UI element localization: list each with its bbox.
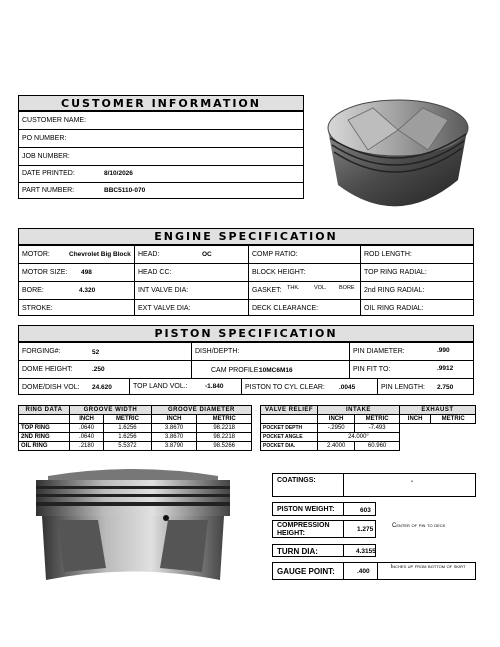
ring-name: 2ND RING xyxy=(19,433,70,442)
dome-height-label: DOME HEIGHT: xyxy=(22,366,73,373)
motor-size-label: MOTOR SIZE: xyxy=(22,269,68,276)
date-printed-label: DATE PRINTED: xyxy=(22,170,75,177)
gauge-point-note: Inches up from bottom of skirt xyxy=(390,564,466,570)
gd-metric: 98.5266 xyxy=(197,442,252,451)
gd-metric-subheader: METRIC xyxy=(197,415,252,424)
turn-dia-label: TURN DIA: xyxy=(277,547,318,556)
piston-cyl-label: PISTON TO CYL CLEAR: xyxy=(245,384,325,391)
gw-inch: .0640 xyxy=(70,424,104,433)
date-printed-row xyxy=(19,165,303,182)
part-number-label: PART NUMBER: xyxy=(22,187,75,194)
piston-weight-box xyxy=(272,502,376,516)
gd-inch: 3.8670 xyxy=(151,424,197,433)
job-number-label: JOB NUMBER: xyxy=(22,153,70,160)
engine-row-4 xyxy=(19,299,473,316)
pocket-angle-label: POCKET ANGLE xyxy=(261,433,318,442)
gw-inch-subheader: INCH xyxy=(70,415,104,424)
part-number-row xyxy=(19,182,303,199)
forging-value: 52 xyxy=(92,349,100,356)
pin-diameter-label: PIN DIAMETER: xyxy=(353,348,405,355)
turn-dia-box xyxy=(272,544,376,557)
gd-metric: 98.2218 xyxy=(197,433,252,442)
exhaust-header: EXHAUST xyxy=(399,406,475,415)
valve-relief-header: VALVE RELIEF xyxy=(261,406,318,415)
cam-profile-value: 10MC6M16 xyxy=(259,367,293,374)
coatings-box xyxy=(272,473,476,497)
piston-cyl-value: .0045 xyxy=(339,384,356,391)
motor-label: MOTOR: xyxy=(22,251,50,258)
ring-name: TOP RING xyxy=(19,424,70,433)
head-value: OC xyxy=(202,251,212,258)
gauge-point-box xyxy=(272,562,476,580)
top-land-value: -1.840 xyxy=(205,383,224,390)
po-number-row xyxy=(19,129,303,147)
table-row xyxy=(261,424,476,433)
comp-ratio-label: COMP RATIO: xyxy=(252,251,298,258)
piston-row-1 xyxy=(19,342,473,360)
engine-spec-section xyxy=(18,228,474,316)
coatings-value: - xyxy=(411,478,414,485)
gasket-thk: THK. xyxy=(287,285,300,291)
head-cc-label: HEAD CC: xyxy=(138,269,172,276)
intake-header: INTAKE xyxy=(318,406,400,415)
dome-dish-vol-value: 24.620 xyxy=(92,384,112,391)
piston-row-2 xyxy=(19,360,473,378)
part-number-value: BBC5110-070 xyxy=(104,187,146,194)
pocket-dia-label: POCKET DIA. xyxy=(261,442,318,451)
bore-value: 4.320 xyxy=(79,287,96,294)
top-land-label: TOP LAND VOL.: xyxy=(133,383,188,390)
ext-valve-label: EXT VALVE DIA: xyxy=(138,305,191,312)
ring-data-table xyxy=(18,405,252,451)
exhaust-metric-subheader: METRIC xyxy=(431,415,476,424)
table-row xyxy=(261,433,476,442)
valve-relief-table xyxy=(260,405,476,451)
compression-height-value: 1.275 xyxy=(357,526,374,533)
job-number-row xyxy=(19,147,303,165)
pocket-angle-value: 24.000° xyxy=(318,433,400,442)
piston-weight-value: 603 xyxy=(360,507,371,514)
table-row xyxy=(19,424,252,433)
engine-row-1 xyxy=(19,245,473,263)
dome-height-value: .250 xyxy=(92,366,105,373)
ring-data-header: RING DATA xyxy=(19,406,70,415)
gasket-label: GASKET: xyxy=(252,287,282,294)
table-row xyxy=(19,433,252,442)
gasket-bore: BORE xyxy=(339,285,355,291)
coatings-label: COATINGS: xyxy=(277,477,316,484)
pin-length-value: 2.750 xyxy=(437,384,454,391)
gd-inch-subheader: INCH xyxy=(151,415,197,424)
gw-metric-subheader: METRIC xyxy=(104,415,152,424)
piston-spec-section xyxy=(18,325,474,395)
bore-label: BORE: xyxy=(22,287,44,294)
gd-metric: 98.2218 xyxy=(197,424,252,433)
pin-length-label: PIN LENGTH: xyxy=(381,384,425,391)
pocket-dia-inch: 2.4000 xyxy=(318,442,355,451)
date-printed-value: 8/10/2026 xyxy=(104,170,133,177)
gd-inch: 3.8670 xyxy=(151,433,197,442)
customer-name-label: CUSTOMER NAME: xyxy=(22,117,87,124)
table-row xyxy=(19,442,252,451)
top-ring-radial-label: TOP RING RADIAL: xyxy=(364,269,427,276)
head-label: HEAD: xyxy=(138,251,160,258)
compression-height-box xyxy=(272,520,376,538)
motor-size-value: 498 xyxy=(81,269,92,276)
int-valve-label: INT VALVE DIA: xyxy=(138,287,189,294)
piston-weight-label: PISTON WEIGHT: xyxy=(277,506,335,513)
gd-inch: 3.8790 xyxy=(151,442,197,451)
dish-depth-label: DISH/DEPTH: xyxy=(195,348,240,355)
gauge-point-label: GAUGE POINT: xyxy=(277,567,335,576)
gw-inch: .2180 xyxy=(70,442,104,451)
gauge-point-value: .400 xyxy=(357,568,370,575)
exhaust-inch-subheader: INCH xyxy=(399,415,430,424)
block-height-label: BLOCK HEIGHT: xyxy=(252,269,306,276)
gasket-vol: VOL. xyxy=(314,285,327,291)
customer-name-row xyxy=(19,111,303,129)
dome-dish-vol-label: DOME/DISH VOL: xyxy=(22,384,80,391)
piston-row-3 xyxy=(19,378,473,395)
customer-info-header: CUSTOMER INFORMATION xyxy=(18,95,304,111)
groove-width-header: GROOVE WIDTH xyxy=(70,406,152,415)
pin-diameter-value: .990 xyxy=(437,347,450,354)
turn-dia-value: 4.3155 xyxy=(356,548,376,555)
intake-inch-subheader: INCH xyxy=(318,415,355,424)
engine-row-3 xyxy=(19,281,473,299)
deck-clearance-label: DECK CLEARANCE: xyxy=(252,305,319,312)
engine-row-2 xyxy=(19,263,473,281)
gw-metric: 5.5372 xyxy=(104,442,152,451)
intake-metric-subheader: METRIC xyxy=(355,415,400,424)
motor-value: Chevrolet Big Block xyxy=(69,251,131,258)
compression-height-label: COMPRESSION HEIGHT: xyxy=(277,522,330,537)
customer-info-section xyxy=(18,95,304,199)
second-ring-radial-label: 2nd RING RADIAL: xyxy=(364,287,425,294)
gw-metric: 1.6256 xyxy=(104,433,152,442)
table-row xyxy=(261,442,476,451)
po-number-label: PO NUMBER: xyxy=(22,135,67,142)
groove-diameter-header: GROOVE DIAMETER xyxy=(151,406,251,415)
gw-inch: .0640 xyxy=(70,433,104,442)
pocket-depth-label: POCKET DEPTH xyxy=(261,424,318,433)
cam-profile-label: CAM PROFILE: xyxy=(211,367,261,374)
forging-label: FORGING#: xyxy=(22,348,61,355)
pin-fit-value: .9912 xyxy=(437,365,454,372)
ring-name: OIL RING xyxy=(19,442,70,451)
compression-height-note: Center of pin to deck xyxy=(392,523,446,529)
pocket-depth-inch: -.2950 xyxy=(318,424,355,433)
piston-3d-image xyxy=(318,90,478,225)
oil-ring-radial-label: OIL RING RADIAL: xyxy=(364,305,424,312)
piston-spec-header: PISTON SPECIFICATION xyxy=(18,325,474,342)
gw-metric: 1.6256 xyxy=(104,424,152,433)
stroke-label: STROKE: xyxy=(22,305,53,312)
pin-fit-label: PIN FIT TO: xyxy=(353,366,391,373)
piston-side-image xyxy=(28,468,238,590)
pocket-depth-metric: -7.493 xyxy=(355,424,400,433)
engine-spec-header: ENGINE SPECIFICATION xyxy=(18,228,474,245)
pocket-dia-metric: 60.960 xyxy=(355,442,400,451)
rod-length-label: ROD LENGTH: xyxy=(364,251,412,258)
